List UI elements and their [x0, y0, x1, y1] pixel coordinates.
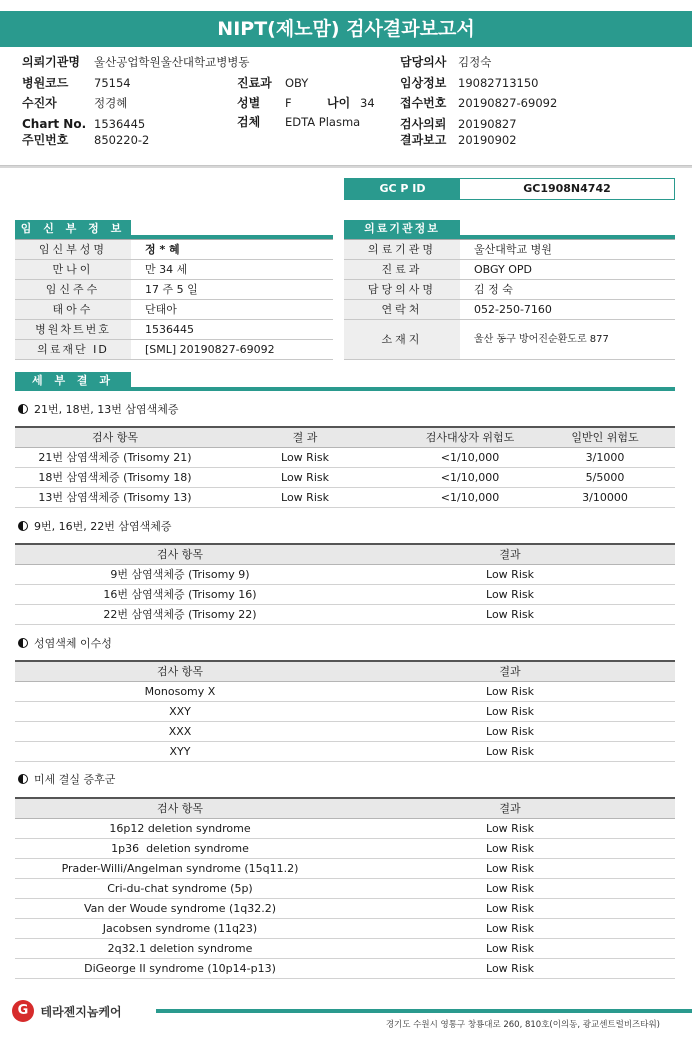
group1-heading: 21번, 18번, 13번 삼염색체증	[18, 402, 178, 418]
half-circle-icon	[18, 521, 28, 531]
table-row: 16p12 deletion syndrome Low Risk	[15, 819, 675, 839]
header-sex: 성별 F	[237, 96, 292, 110]
detail-section-title: 세 부 결 과	[15, 372, 131, 389]
inst-row-contact: 연락처 052-250-7160	[344, 300, 675, 320]
logo-mark-icon: G	[12, 1000, 34, 1022]
table-header: 검사 항목 결 과 검사대상자 위험도 일반인 위험도	[15, 428, 675, 448]
institution-info-table	[344, 239, 675, 360]
patient-row-gestation: 임신주수 17 주 5 일	[15, 280, 333, 300]
patient-row-foundation-id: 의료재단 ID [SML] 20190827-69092	[15, 340, 333, 360]
detail-section-rule	[15, 387, 675, 391]
patient-row-fetus: 태아수 단태아	[15, 300, 333, 320]
group2-table	[15, 543, 675, 625]
table-row: 9번 삼염색체증 (Trisomy 9) Low Risk	[15, 565, 675, 585]
table-row: Monosomy X Low Risk	[15, 682, 675, 702]
table-row: Prader-Willi/Angelman syndrome (15q11.2) Low Risk	[15, 859, 675, 879]
header-hospital-code: 병원코드 75154	[22, 76, 131, 90]
gcpid-value: GC1908N4742	[523, 182, 611, 195]
footer-rule	[156, 1009, 692, 1013]
header-request: 검사의뢰 20190827	[400, 117, 517, 131]
header-divider	[0, 165, 692, 168]
inst-row-address: 소재지 울산 동구 방어진순환도로 877	[344, 320, 675, 360]
table-header: 검사 항목 결과	[15, 662, 675, 682]
group3-heading: 성염색체 이수성	[18, 636, 112, 652]
header-dept: 진료과 OBY	[237, 76, 309, 90]
group3-table	[15, 660, 675, 762]
table-header: 검사 항목 결과	[15, 545, 675, 565]
patient-info-table	[15, 239, 333, 360]
header-subject: 수진자 정경혜	[22, 96, 128, 110]
patient-row-chart: 병원차트번호 1536445	[15, 320, 333, 340]
table-row: Jacobsen syndrome (11q23) Low Risk	[15, 919, 675, 939]
group2-heading: 9번, 16번, 22번 삼염색체증	[18, 519, 171, 535]
header-age: 나이 34	[327, 96, 375, 110]
header-id-number: 주민번호 850220-2	[22, 133, 150, 147]
group1-table	[15, 426, 675, 508]
table-row: Van der Woude syndrome (1q32.2) Low Risk	[15, 899, 675, 919]
table-row: XXX Low Risk	[15, 722, 675, 742]
table-row: 13번 삼염색체증 (Trisomy 13) Low Risk <1/10,000 3/10000	[15, 488, 675, 508]
patient-section-title: 임 신 부 정 보	[15, 220, 131, 237]
table-row: XYY Low Risk	[15, 742, 675, 762]
header-clinical-info: 임상정보 19082713150	[400, 76, 539, 90]
table-row: 21번 삼염색체증 (Trisomy 21) Low Risk <1/10,000 3/1000	[15, 448, 675, 468]
half-circle-icon	[18, 638, 28, 648]
company-name: 테라젠지놈케어	[40, 1004, 122, 1019]
group4-table	[15, 797, 675, 979]
table-header: 검사 항목 결과	[15, 799, 675, 819]
table-row: XXY Low Risk	[15, 702, 675, 722]
report-header	[0, 50, 692, 162]
inst-row-doctor: 담당의사명 김 정 숙	[344, 280, 675, 300]
table-row: 22번 삼염색체증 (Trisomy 22) Low Risk	[15, 605, 675, 625]
table-row: 1p36 deletion syndrome Low Risk	[15, 839, 675, 859]
header-chart-no: Chart No. 1536445	[22, 117, 146, 131]
header-specimen: 검체 EDTA Plasma	[237, 115, 361, 129]
patient-row-name: 임신부성명 정 * 혜	[15, 240, 333, 260]
table-row: 2q32.1 deletion syndrome Low Risk	[15, 939, 675, 959]
gcpid-box	[344, 178, 675, 200]
patient-row-age: 만나이 만 34 세	[15, 260, 333, 280]
half-circle-icon	[18, 774, 28, 784]
institution-section-title: 의료기관정보	[344, 220, 460, 237]
half-circle-icon	[18, 404, 28, 414]
group4-heading: 미세 결실 증후군	[18, 772, 115, 788]
header-doctor: 담당의사 김정숙	[400, 55, 492, 69]
header-receipt: 접수번호 20190827-69092	[400, 96, 558, 110]
company-logo	[12, 1000, 122, 1022]
company-address: 경기도 수원시 영통구 창룡대로 260, 810호(이의동, 광교센트럴비즈타워)	[385, 1020, 660, 1030]
report-title: NIPT(제노맘) 검사결과보고서	[0, 11, 692, 47]
inst-row-name: 의료기관명 울산대학교 병원	[344, 240, 675, 260]
gcpid-label: GC P ID	[345, 179, 460, 199]
table-row: Cri-du-chat syndrome (5p) Low Risk	[15, 879, 675, 899]
table-row: DiGeorge II syndrome (10p14-p13) Low Risk	[15, 959, 675, 979]
table-row: 18번 삼염색체증 (Trisomy 18) Low Risk <1/10,000 5/5000	[15, 468, 675, 488]
table-row: 16번 삼염색체증 (Trisomy 16) Low Risk	[15, 585, 675, 605]
inst-row-dept: 진료과 OBGY OPD	[344, 260, 675, 280]
header-institution: 의뢰기관명 울산공업학원울산대학교병병동	[22, 55, 250, 69]
header-report-date: 결과보고 20190902	[400, 133, 517, 147]
